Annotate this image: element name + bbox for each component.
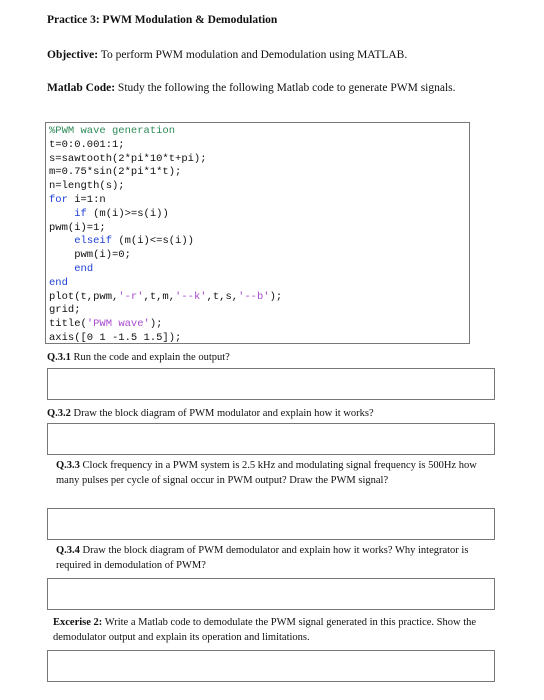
code-line xyxy=(49,277,469,291)
answer-box-3-3[interactable] xyxy=(47,508,495,540)
code-text: ); xyxy=(269,290,283,303)
question-3-4 xyxy=(56,543,488,573)
code-line xyxy=(49,318,469,332)
code-text: ,t,s, xyxy=(206,290,239,303)
objective-paragraph xyxy=(47,47,487,63)
matlab-intro-text: Study the following the following Matlab code to generate PWM signals. xyxy=(115,82,456,94)
answer-box-3-4[interactable] xyxy=(47,578,495,610)
question-text: Draw the block diagram of PWM demodulator and explain how it works? Why integrator is required in demodulation of PWM? xyxy=(56,545,469,571)
code-line: t=0:0.001:1; xyxy=(49,138,125,151)
code-line: m=0.75*sin(2*pi*1*t); xyxy=(49,166,182,179)
code-line xyxy=(49,291,469,305)
code-text: plot(t,pwm, xyxy=(49,290,119,303)
code-text: (m(i)<=s(i)) xyxy=(112,235,194,248)
code-indent xyxy=(49,235,74,247)
question-3-2 xyxy=(47,406,507,421)
code-keyword: if xyxy=(74,207,87,220)
code-line: %PWM wave generation xyxy=(49,125,176,137)
code-keyword: for xyxy=(49,193,68,206)
code-indent xyxy=(49,263,74,275)
question-label: Q.3.1 xyxy=(47,352,71,363)
question-3-1 xyxy=(47,350,507,365)
code-string: '-r' xyxy=(118,290,144,303)
code-string: '--b' xyxy=(238,290,270,303)
code-line: axis([0 1 -1.5 1.5]); xyxy=(49,331,182,344)
objective-text: To perform PWM modulation and Demodulation using MATLAB. xyxy=(98,49,408,61)
code-keyword: end xyxy=(74,262,94,275)
question-text: Run the code and explain the output? xyxy=(70,352,230,363)
question-label: Q.3.4 xyxy=(56,545,80,556)
code-line xyxy=(49,235,469,249)
code-line xyxy=(49,194,469,208)
code-string: '--k' xyxy=(175,290,207,303)
code-line xyxy=(49,208,469,222)
code-string: 'PWM wave' xyxy=(86,318,150,331)
exercise-label: Excerise 2: xyxy=(53,617,103,628)
answer-box-exercise-2[interactable] xyxy=(47,650,495,682)
code-text: title( xyxy=(49,318,87,331)
code-line: n=length(s); xyxy=(49,180,125,193)
code-keyword: elseif xyxy=(74,235,113,248)
code-keyword: end xyxy=(49,276,68,289)
code-text: (m(i)>=s(i)) xyxy=(86,207,169,220)
matlab-intro-label: Matlab Code: xyxy=(47,82,116,94)
matlab-code-block xyxy=(45,122,470,344)
question-text: Clock frequency in a PWM system is 2.5 kHz and modulating signal frequency is 500Hz how many pulses per cycle of signal occur in PWM output? Draw the PWM signal? xyxy=(56,460,477,486)
question-3-3 xyxy=(56,458,488,488)
objective-label: Objective: xyxy=(47,49,99,61)
exercise-text: Write a Matlab code to demodulate the PWM signal generated in this practice. Show the demodulator output and explain its operation and limitations. xyxy=(53,617,477,643)
code-text: ,t,m, xyxy=(143,290,176,303)
code-line: grid; xyxy=(49,304,81,317)
question-label: Q.3.2 xyxy=(47,408,71,419)
code-line xyxy=(49,263,469,277)
answer-box-3-1[interactable] xyxy=(47,368,495,400)
question-text: Draw the block diagram of PWM modulator and explain how it works? xyxy=(70,408,374,419)
code-line: pwm(i)=0; xyxy=(49,249,131,262)
code-line: pwm(i)=1; xyxy=(49,221,106,234)
question-label: Q.3.3 xyxy=(56,460,80,471)
code-text: ); xyxy=(149,318,163,331)
code-text: i=1:n xyxy=(67,193,106,206)
matlab-intro-paragraph xyxy=(47,80,487,96)
exercise-2 xyxy=(53,615,489,645)
answer-box-3-2[interactable] xyxy=(47,423,495,455)
code-indent xyxy=(49,208,74,220)
page-heading: Practice 3: PWM Modulation & Demodulation xyxy=(47,14,278,26)
code-line: s=sawtooth(2*pi*10*t+pi); xyxy=(49,152,207,165)
